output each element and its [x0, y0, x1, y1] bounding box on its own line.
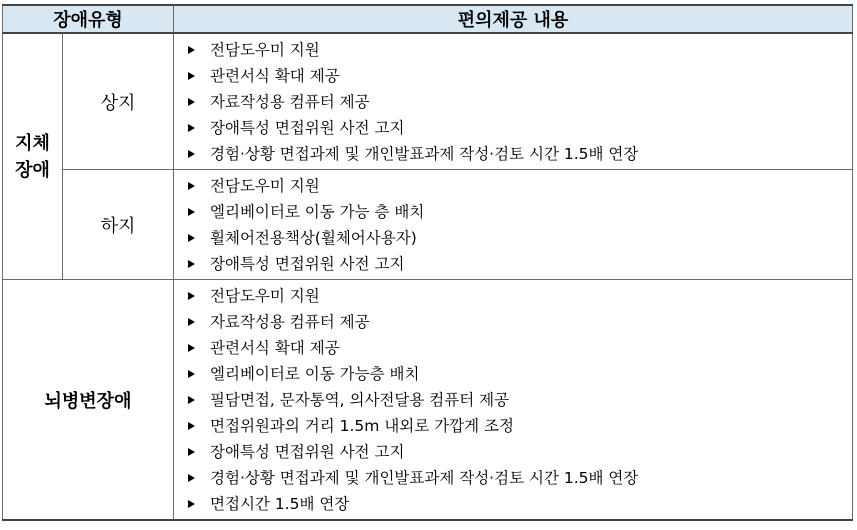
list-item: 엘리베이터로 이동 가능 층 배치 — [186, 199, 852, 225]
list-item: 전담도우미 지원 — [186, 37, 852, 63]
table-header-row — [3, 5, 853, 33]
table-row-lower-limb — [3, 170, 853, 280]
list-item: 관련서식 확대 제공 — [186, 335, 852, 361]
physical-label-line2: 장애 — [15, 159, 50, 181]
list-item: 관련서식 확대 제공 — [186, 63, 852, 89]
header-disability-type: 장애유형 — [3, 5, 174, 33]
table-row-brain-lesion — [3, 280, 853, 521]
brain-lesion-label: 뇌병변장애 — [3, 280, 174, 521]
list-item: 필담면접, 문자통역, 의사전달용 컴퓨터 제공 — [186, 387, 852, 413]
brain-lesion-list — [174, 283, 852, 517]
header-accommodation-content: 편의제공 내용 — [174, 5, 853, 33]
list-item: 경험·상황 면접과제 및 개인발표과제 작성·검토 시간 1.5배 연장 — [186, 465, 852, 491]
lower-limb-label: 하지 — [63, 170, 174, 280]
list-item: 장애특성 면접위원 사전 고지 — [186, 439, 852, 465]
list-item: 장애특성 면접위원 사전 고지 — [186, 251, 852, 277]
lower-limb-items-cell — [174, 170, 853, 280]
list-item: 자료작성용 컴퓨터 제공 — [186, 89, 852, 115]
brain-lesion-items-cell — [174, 280, 853, 521]
list-item: 경험·상황 면접과제 및 개인발표과제 작성·검토 시간 1.5배 연장 — [186, 141, 852, 167]
physical-disability-cell — [3, 33, 63, 280]
list-item: 면접위원과의 거리 1.5m 내외로 가깝게 조정 — [186, 413, 852, 439]
list-item: 자료작성용 컴퓨터 제공 — [186, 309, 852, 335]
lower-limb-list — [174, 173, 852, 277]
upper-limb-list — [174, 37, 852, 167]
accommodation-table — [2, 4, 853, 521]
physical-label-line1: 지체 — [15, 132, 50, 154]
list-item: 엘리베이터로 이동 가능층 배치 — [186, 361, 852, 387]
list-item: 전담도우미 지원 — [186, 173, 852, 199]
upper-limb-label: 상지 — [63, 33, 174, 170]
list-item: 전담도우미 지원 — [186, 283, 852, 309]
list-item: 장애특성 면접위원 사전 고지 — [186, 115, 852, 141]
list-item: 휠체어전용책상(휠체어사용자) — [186, 225, 852, 251]
list-item: 면접시간 1.5배 연장 — [186, 491, 852, 517]
table-row-upper-limb — [3, 33, 853, 170]
upper-limb-items-cell — [174, 33, 853, 170]
